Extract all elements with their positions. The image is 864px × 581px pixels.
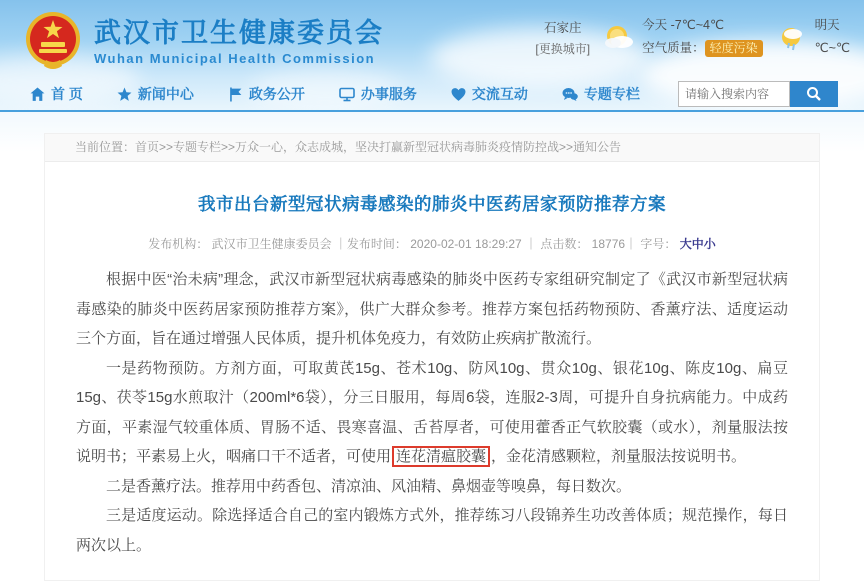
paragraph-aromatherapy: 二是香薰疗法。推荐用中药香包、清凉油、风油精、鼻烟壶等嗅鼻，每日数次。 <box>106 477 632 495</box>
site-title-block <box>94 18 384 66</box>
national-emblem-icon <box>24 10 82 74</box>
air-quality-badge: 轻度污染 <box>705 40 763 57</box>
site-logo[interactable] <box>24 10 384 74</box>
breadcrumb[interactable]: 当前位置：首页>>专题专栏>>万众一心，众志成城，坚决打赢新型冠状病毒肺炎疫情防控战>>通知公告 <box>45 134 819 162</box>
article <box>45 191 819 580</box>
nav-item-interaction[interactable] <box>451 84 528 104</box>
nav-item-gov-affairs[interactable] <box>228 84 305 104</box>
weather-city-block <box>535 18 590 60</box>
heart-icon <box>451 87 466 102</box>
nav-item-topics[interactable] <box>562 84 640 104</box>
search-input[interactable] <box>678 81 790 107</box>
paragraph-medicine-text: 一是药物预防。方剂方面，可取黄芪15g、苍术10g、防风10g、贯众10g、银花10g、陈皮10g、扁豆15g、茯苓15g水煎取汁（200ml*6袋），分三日服用，每周6袋，连服2-3周，可提升自身抗病能力。中成药方面，平素湿气较重体质、胃肠不适、畏寒喜温、舌苔厚者，可使用藿香正气软胶囊（或水），剂量服法按说明书；平素易上火，咽痛口干不适者，可使用 <box>76 359 788 465</box>
flag-icon <box>228 87 243 102</box>
page-background <box>0 112 864 554</box>
today-temp: 今天 -7℃~4℃ <box>642 18 725 32</box>
paragraph-exercise: 三是适度运动。除选择适合自己的室内锻炼方式外，推荐练习八段锦养生功改善体质；规范操作，每日两次以上。 <box>76 507 788 554</box>
nav-label: 首 页 <box>51 86 83 102</box>
nav-label: 办事服务 <box>360 86 417 102</box>
sun-rain-icon <box>775 23 809 53</box>
article-meta <box>76 235 788 252</box>
page-title: 我市出台新型冠状病毒感染的肺炎中医药居家预防推荐方案 <box>198 194 666 214</box>
red-highlight-box: 连花清瘟胶囊 <box>392 446 490 467</box>
nav-item-home[interactable] <box>30 84 83 104</box>
paragraph-medicine-text: ，金花清感颗粒，剂量服法按说明书。 <box>491 448 747 465</box>
weather-city: 石家庄 <box>543 21 582 35</box>
site-header <box>0 0 864 112</box>
magnifier-icon <box>806 86 822 102</box>
chat-bubbles-icon <box>562 87 578 102</box>
weather-tomorrow-block <box>775 14 850 59</box>
nav-label: 交流互动 <box>471 86 528 102</box>
main-nav <box>0 78 864 112</box>
weather-tomorrow-text <box>815 14 850 59</box>
nav-item-services[interactable] <box>339 84 417 104</box>
search-bar <box>678 81 838 107</box>
sun-cloud-icon <box>602 23 636 53</box>
meta-info: 发布机构： 武汉市卫生健康委员会 ｜发布时间： 2020-02-01 18:29:27 ｜ 点击数： 18776｜ 字号： <box>148 237 677 251</box>
search-button[interactable] <box>790 81 838 107</box>
paragraph-medicine <box>76 354 788 472</box>
site-subtitle: Wuhan Municipal Health Commission <box>94 51 376 67</box>
monitor-icon <box>339 87 355 102</box>
home-icon <box>30 87 45 102</box>
paragraph-intro: 根据中医“治未病”理念，武汉市新型冠状病毒感染的肺炎中医药专家组研究制定了《武汉市新型冠状病毒感染的肺炎中医药居家预防推荐方案》，供广大群众参考。推荐方案包括药物预防、香薰疗法、适度运动三个方面，旨在通过增强人民体质，提升机体免疫力，有效防止疾病扩散流行。 <box>76 271 788 347</box>
star-icon <box>117 87 132 102</box>
tomorrow-temp: ℃~℃ <box>814 40 850 55</box>
content-box <box>44 133 820 581</box>
nav-item-news[interactable] <box>117 84 194 104</box>
tomorrow-label: 明天 <box>814 18 840 32</box>
weather-widget <box>535 14 850 60</box>
nav-label: 政务公开 <box>248 86 305 102</box>
weather-today-block <box>602 14 763 59</box>
article-body <box>76 265 788 560</box>
change-city-link[interactable]: [更换城市] <box>535 42 591 57</box>
font-size-switcher[interactable]: 大中小 <box>679 237 716 251</box>
air-quality: 空气质量： 轻度污染 <box>642 37 763 60</box>
nav-label: 新闻中心 <box>137 86 194 102</box>
weather-today-text <box>642 14 763 59</box>
site-title: 武汉市卫生健康委员会 <box>94 17 384 48</box>
nav-label: 专题专栏 <box>583 86 640 102</box>
